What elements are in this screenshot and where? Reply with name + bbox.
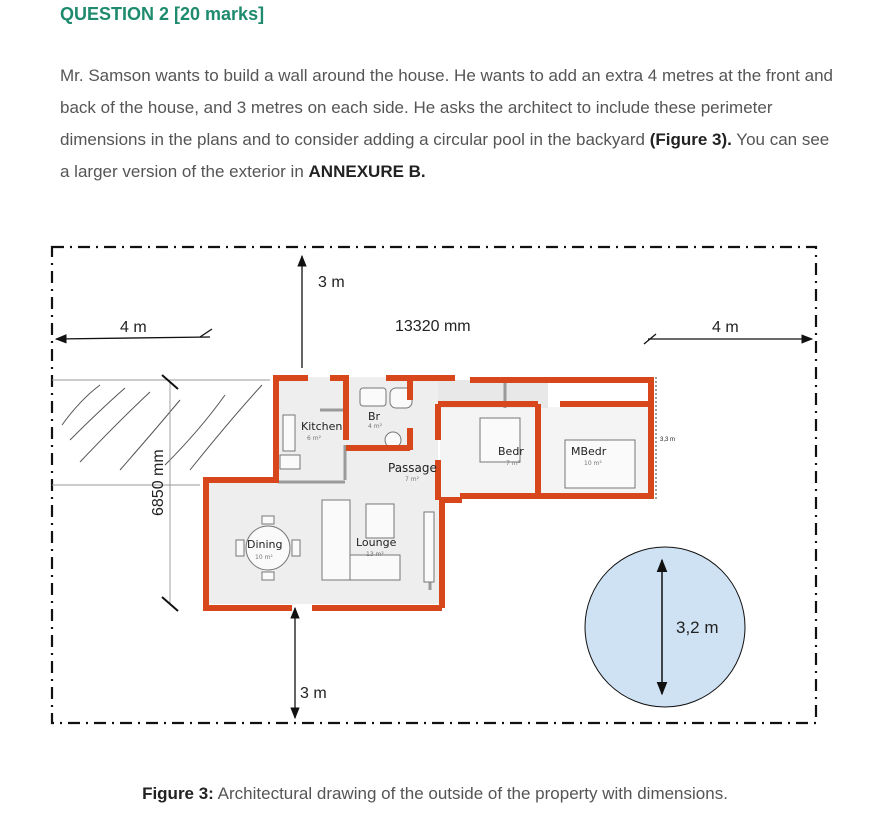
bottom-margin-label: 3 m — [300, 685, 327, 702]
pool — [585, 547, 745, 707]
wing-depth-label: 3,3 m — [660, 437, 676, 443]
question-body-continued: You can see a larger version of the exterior in — [60, 130, 830, 181]
room-name: Lounge — [356, 536, 397, 549]
house-length-label: 13320 mm — [395, 318, 471, 335]
room-name: Kitchen — [301, 420, 343, 433]
right-margin-label: 4 m — [712, 319, 739, 336]
floor-plan — [206, 377, 651, 608]
room-name: Br — [368, 410, 381, 423]
room-name: Bedr — [498, 445, 524, 458]
left-margin-arrow — [56, 337, 210, 339]
pool-diameter-label: 3,2 m — [676, 618, 719, 637]
room-area: 7 m² — [506, 460, 520, 467]
question-title: QUESTION 2 [20 marks] — [60, 4, 265, 24]
caption-label: Figure 3: — [142, 784, 214, 803]
figure-reference: (Figure 3). — [649, 130, 732, 149]
room-area: 13 m² — [366, 551, 384, 558]
top-margin-label: 3 m — [318, 274, 345, 291]
room-name: Passage — [388, 461, 437, 475]
room-name: Dining — [247, 538, 283, 551]
house-width-label: 6850 mm — [150, 449, 167, 516]
room-area: 7 m² — [405, 476, 419, 483]
room-name: MBedr — [571, 445, 607, 458]
question-body: Mr. Samson wants to build a wall around the house. He wants to add an extra 4 metres at the front and back of the house, and 3 metres on each side. He asks the architect to include these perimeter dimensions in the plans and to consider adding a circular pool in the backyard — [60, 66, 833, 149]
room-area: 6 m² — [307, 435, 321, 442]
room-area: 4 m² — [368, 423, 382, 430]
length-tick-left — [200, 329, 212, 337]
room-area: 10 m² — [255, 554, 273, 561]
room-area: 10 m² — [584, 460, 602, 467]
left-margin-label: 4 m — [120, 319, 147, 336]
caption-text: Architectural drawing of the outside of the property with dimensions. — [217, 784, 728, 803]
figure-caption — [0, 784, 870, 804]
annexure-reference: ANNEXURE B. — [308, 162, 426, 181]
pool-circle — [585, 547, 745, 707]
